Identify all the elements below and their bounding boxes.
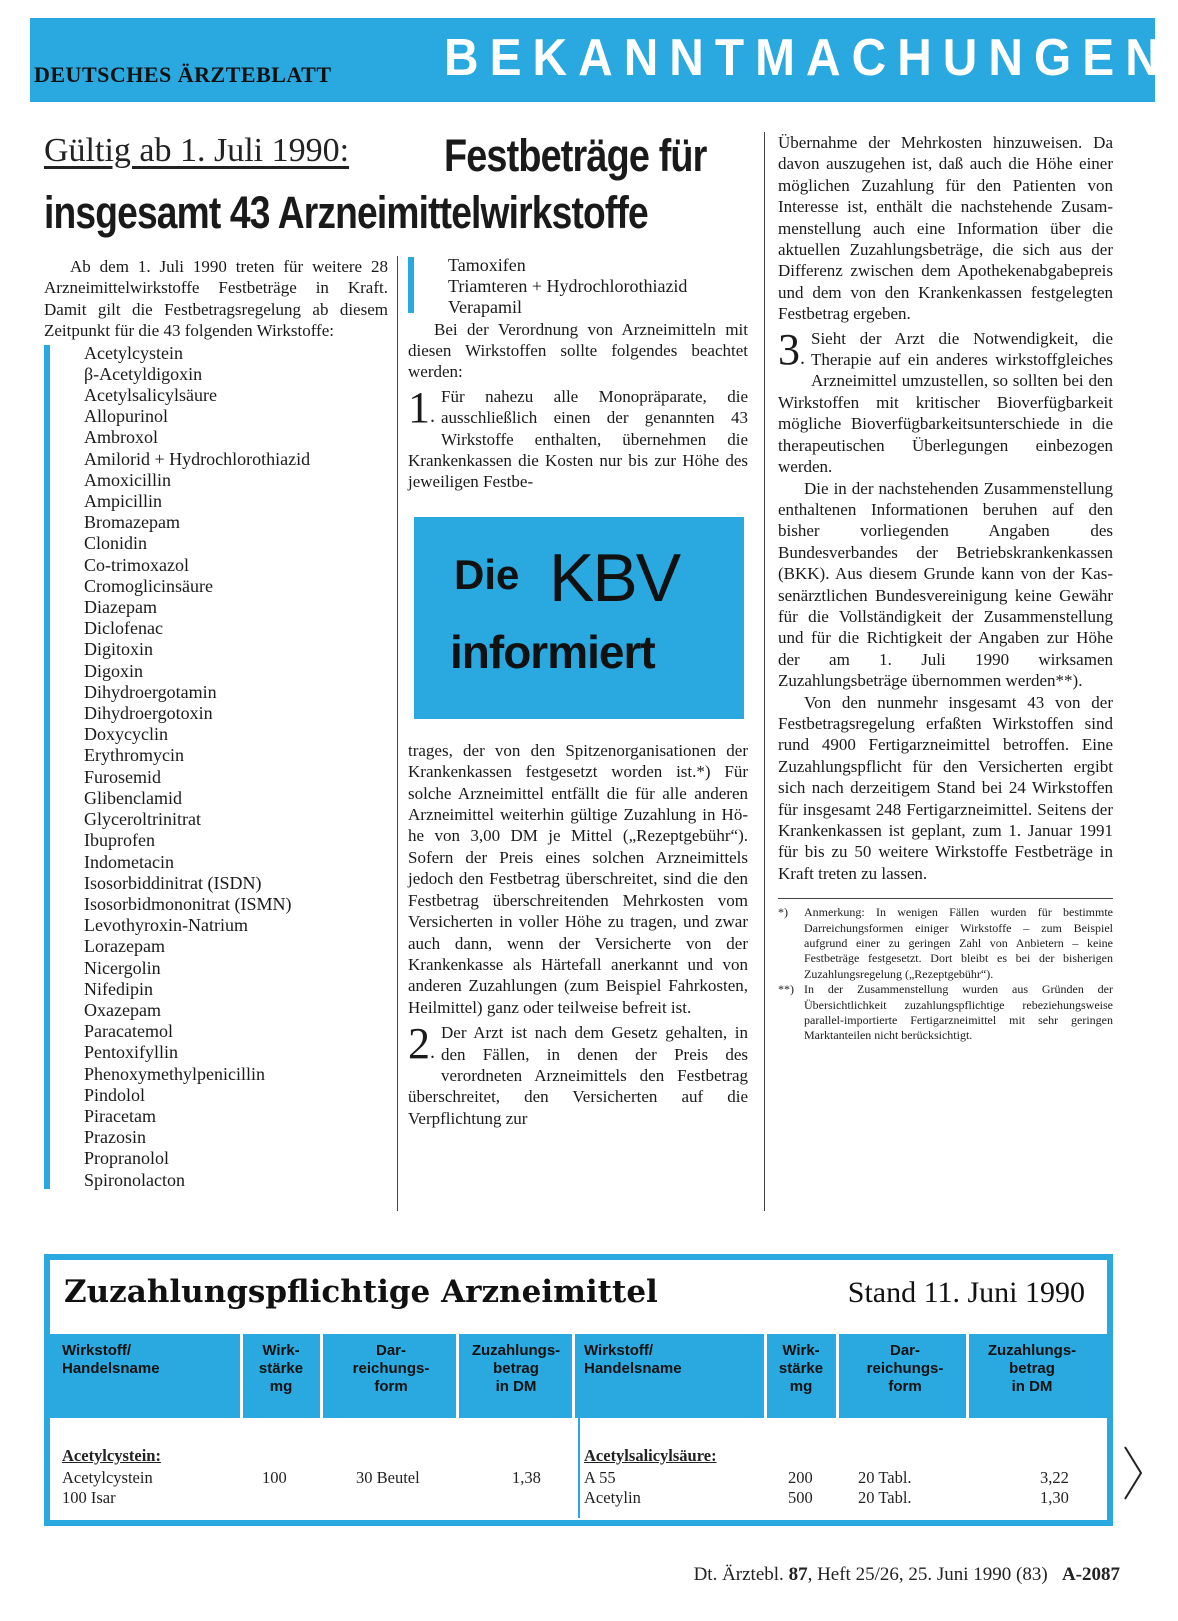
header-wirkstoff: Wirkstoff/ Handelsname (584, 1342, 682, 1377)
drug-list-item: Lorazepam (84, 936, 165, 957)
drug-list-item: Phenoxymethylpenicillin (84, 1063, 265, 1084)
list-accent-bar (44, 345, 50, 1189)
header-band (30, 18, 1171, 102)
header-staerke: Wirk- stärke mg (778, 1342, 824, 1395)
drug-list-item: Piracetam (84, 1105, 156, 1126)
drug-list-item: Paracatemol (84, 1021, 173, 1042)
header-form: Dar- reichungs- form (352, 1342, 430, 1395)
footnotes (778, 898, 1113, 1044)
drug-list-item: Ibuprofen (84, 830, 155, 851)
journal-name: DEUTSCHES ÄRZTEBLATT (34, 62, 332, 87)
header-separator (966, 1334, 969, 1418)
paragraph-number: 2. (408, 1019, 435, 1069)
paragraph-intro: Bei der Verordnung von Arzneimitteln mit diesen Wirkstoffen sollte folgendes beachtet werden: (408, 319, 748, 382)
drug-list-item: Nifedipin (84, 978, 153, 999)
column-1 (44, 256, 388, 1191)
drug-list-item: Oxazepam (84, 999, 161, 1020)
paragraph-continued: Übernahme der Mehrkosten hinzuweisen. Da davon auszugehen ist, daß auch die Höhe einer möglichen Zuzahlung für den Patienten von Interesse ist, enthält die nachstehende Zusammenstellung auch eine Information über die aktuellen Zuzahlungsbeträge, die sich aus der Differenz zwischen dem Apothekenabgabepreis und dem von den Krankenkassen festgelegten Festbetrag ergeben. (778, 133, 1113, 324)
numbered-paragraph-3: 3. Sieht der Arzt die Notwendigkeit, die Therapie auf ein anderes wirkstoffgleiches Arzneimittel umzustellen, so sollten bei den Wirkstoffen mit kritischer Bioverfügbarkeit mögliche Bioverfügbarkeitsunterschiede in die therapeutischen Überlegungen einbezogen werden. (778, 324, 1113, 477)
drug-list-item: Doxycyclin (84, 724, 168, 745)
drug-list-item: Verapamil (448, 297, 522, 318)
drug-list-item: Digitoxin (84, 639, 154, 660)
table-group-right: Acetylsalicylsäure: (584, 1446, 717, 1465)
kbv-die: Die (454, 551, 520, 598)
table-group-left: Acetylcystein: (62, 1446, 161, 1465)
table-cell: 20 Tabl. (858, 1468, 912, 1487)
list-accent-bar (408, 257, 414, 313)
drug-list-item: Prazosin (84, 1127, 146, 1148)
drug-list-item: Indometacin (84, 851, 174, 872)
table-cell: 3,22 (1040, 1468, 1069, 1487)
page-number: A-2087 (1061, 1564, 1120, 1585)
table-cell: 100 (262, 1468, 287, 1487)
paragraph-sources: Die in der nachstehenden Zusammenstellung enthaltenen Informationen beruhen auf den bisher vorliegenden Angaben des Bundesverbandes der Betriebskrankenkassen (BKK). Aus diesem Grunde kann von der Kassenärztlichen Bundesvereinigung keine Gewähr für die Vollständigkeit der Zusammenstellung und für die Richtigkeit der Angaben zur Höhe der am 1. Juli 1990 wirksamen Zuzahlungsbeträge übernommen werden**). (778, 478, 1113, 691)
numbered-paragraph-2: 2. Der Arzt ist nach dem Gesetz gehalten, in den Fällen, in denen der Preis des verordneten Arzneimittels den Festbetrag überschreitet, den Versicherten auf die Verpflichtung zur (408, 1019, 748, 1128)
headline-kicker: Gültig ab 1. Juli 1990: (44, 132, 350, 169)
drug-list-item: Glibenclamid (84, 787, 182, 808)
paragraph-number: 1. (408, 382, 435, 432)
table-cell: 200 (788, 1468, 813, 1487)
paragraph-number: 3. (778, 324, 805, 374)
drug-list-item: Dihydroergotoxin (84, 703, 213, 724)
table-cell: 30 Beutel (356, 1468, 420, 1487)
header-separator (836, 1334, 839, 1418)
drug-list-item: Ambroxol (84, 427, 158, 448)
footnote-2: **) In der Zusammenstellung wurden aus Gründen der Übersichtlichkeit zuzahlungspflichtige rebeziehungsweise parallel-importierte Fertigarzneimittel mit sehr geringen Marktanteilen nicht berücksichtigt. (778, 982, 1113, 1043)
drug-list-item: Acetylcystein (84, 342, 183, 363)
intro-paragraph: Ab dem 1. Juli 1990 treten für weitere 28 Arzneimittelwirkstoffe Festbeträge in Kraft. Damit gilt die Festbetragsregelung ab diesem Zeitpunkt für die 43 folgenden Wirkstoffe: (44, 257, 388, 341)
table-title: Zuzahlungspflichtige Arzneimittel (64, 1274, 658, 1310)
drug-list-item: Digoxin (84, 660, 144, 681)
header-separator (572, 1334, 575, 1418)
drug-list-item: Isosorbiddinitrat (ISDN) (84, 872, 262, 893)
drug-list-item: Amilorid + Hydrochlorothiazid (84, 448, 311, 469)
page-footer: Dt. Ärztebl. 87, Heft 25/26, 25. Juni 1990 (83) A-2087 (693, 1564, 1120, 1585)
drug-list-item: Nicergolin (84, 957, 161, 978)
drug-list-item: Acetylsalicylsäure (84, 385, 217, 406)
numbered-paragraph-1: 1. Für nahezu alle Monopräparate, die ausschließlich einen der genannten 43 Wirkstoffe enthalten, übernehmen die Krankenkassen die Kosten nur bis zur Höhe des jeweiligen Festbe- (408, 382, 748, 492)
drug-list-item: Tamoxifen (448, 255, 526, 275)
drug-list-item: Diazepam (84, 597, 157, 618)
drug-list-item: Isosorbidmononitrat (ISMN) (84, 893, 292, 914)
drug-list-item: Furosemid (84, 766, 162, 787)
kbv-informiert: informiert (450, 626, 655, 678)
drug-list-item: Pindolol (84, 1084, 146, 1105)
header-betrag: Zuzahlungs- betrag in DM (471, 1342, 561, 1395)
continue-arrow-icon (1122, 1444, 1144, 1502)
drug-list-item: β-Acetyldigoxin (84, 363, 203, 384)
drug-list-item: Bromazepam (84, 512, 180, 533)
headline-line-1: Festbeträge für (444, 130, 707, 181)
table-date: Stand 11. Juni 1990 (847, 1276, 1085, 1309)
table-cell: Acetylin (584, 1488, 641, 1507)
table-cell: 100 Isar (62, 1488, 116, 1507)
header-separator (456, 1334, 459, 1418)
drug-list-item: Co-trimoxazol (84, 554, 189, 575)
table-center-divider (578, 1418, 580, 1518)
copayment-table (44, 1254, 1113, 1526)
paragraph-summary: Von den nunmehr insgesamt 43 von der Festbetragsregelung erfaßten Wirkstoffen sind rund 4900 Fertigarzneimittel betroffen. Eine Zuzahlungspflicht für den Versicherten ergibt sich nach derzeitigem Stand bei 24 Wirkstoffen für insgesamt 248 Fertigarzneimittel. Seitens der Krankenkassen ist geplant, zum 1. Januar 1991 für bis zu 50 weitere Wirkstoffe Festbeträge in Kraft treten zu lassen. (778, 692, 1113, 883)
drug-list-item: Pentoxifyllin (84, 1042, 178, 1063)
drug-list-item: Levothyroxin-Natrium (84, 915, 248, 936)
table-cell: 20 Tabl. (858, 1488, 912, 1507)
headline-line-2: insgesamt 43 Arzneimittelwirkstoffe (44, 187, 648, 238)
header-separator (764, 1334, 767, 1418)
drug-list-item: Erythromycin (84, 745, 184, 766)
kbv-logo-box (414, 517, 744, 719)
drug-list-item: Propranolol (84, 1148, 169, 1169)
drug-list-item: Spironolacton (84, 1169, 185, 1190)
column-3 (778, 132, 1113, 1044)
table-cell: 1,38 (512, 1468, 541, 1487)
table-header-row (50, 1334, 1107, 1418)
drug-list-continued (408, 255, 748, 319)
footnote-1: *) Anmerkung: In wenigen Fällen wurden für bestimmte Darreichungsformen einiger Wirkstoffe – zum Beispiel aufgrund einer zu geringen Zahl von Anbietern – keine Festbeträge festgesetzt. Dort bleibt es bei der bisherigen Zuzahlungsregelung („Rezeptgebühr“). (778, 905, 1113, 981)
header-separator (240, 1334, 243, 1418)
header-separator (320, 1334, 323, 1418)
header-staerke: Wirk- stärke mg (258, 1342, 304, 1395)
drug-list-item: Triamteren + Hydrochlorothiazid (448, 276, 688, 297)
drug-list-item: Amoxicillin (84, 469, 171, 490)
drug-list-item: Allopurinol (84, 406, 168, 427)
drug-list-item: Glyceroltrinitrat (84, 809, 201, 830)
drug-list-item: Ampicillin (84, 491, 162, 512)
section-title: BEKANNTMACHUNGEN (444, 29, 1171, 87)
header-wirkstoff: Wirkstoff/ Handelsname (62, 1342, 160, 1377)
drug-list-item: Clonidin (84, 533, 148, 554)
table-cell: Acetylcystein (62, 1468, 153, 1487)
column-divider (397, 256, 398, 1211)
table-cell: 500 (788, 1488, 813, 1507)
header-form: Dar- reichungs- form (866, 1342, 944, 1395)
table-cell: A 55 (584, 1468, 616, 1487)
drug-list (44, 343, 388, 1191)
drug-list-item: Diclofenac (84, 618, 163, 639)
header-betrag: Zuzahlungs- betrag in DM (987, 1342, 1077, 1395)
drug-list-item: Dihydroergotamin (84, 681, 217, 702)
drug-list-item: Cromoglicinsäure (84, 575, 213, 596)
column-divider (764, 132, 765, 1211)
table-cell: 1,30 (1040, 1488, 1069, 1507)
kbv-wordmark: KBV (549, 540, 680, 616)
paragraph-1-continued: trages, der von den Spitzenorganisationen der Krankenkassen festgesetzt worden ist.*) Für solche Arzneimittel entfällt die für alle anderen Arzneimittel weiterhin gültige Zuzahlung in Höhe von 3,00 DM je Mittel („Rezeptgebühr“). Sofern der Preis eines solchen Arzneimittels jedoch den Festbetrag überschreitet, sind die den Festbetrag überschreitenden Mehrkosten vom Versicherten in voller Höhe zu tragen, und zwar auch dann, wenn der Versicherte von der Krankenkasse als Härtefall anerkannt und von anderen Zuzahlungen (zum Beispiel Fahrkosten, Heilmittel) ganz oder teilweise befreit ist. (408, 740, 748, 1017)
